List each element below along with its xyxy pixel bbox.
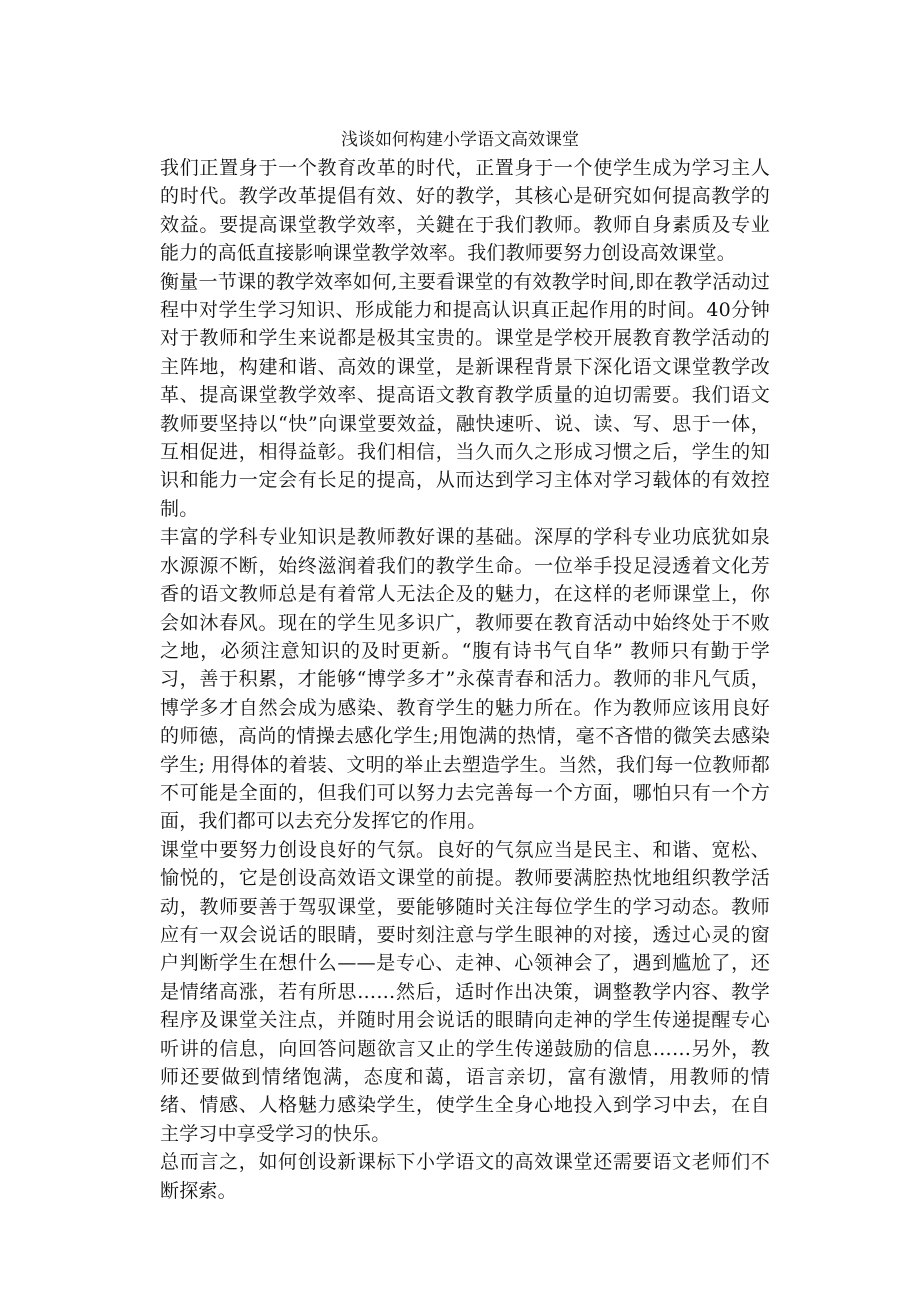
document-body (160, 126, 770, 1205)
document-title: 浅谈如何构建小学语文高效课堂 (341, 130, 579, 150)
paragraph-2: 衡量一节课的教学效率如何,主要看课堂的有效教学时间,即在教学活动过程中对学生学习知识、形成能力和提高认识真正起作用的时间。40分钟对于教师和学生来说都是极其宝贵的。课堂是学校开展教育教学活动的主阵地，构建和谐、高效的课堂，是新课程背景下深化语文课堂教学改革、提高课堂教学效率、提高语文教育教学质量的迫切需要。我们语文教师要坚持以“快”向课堂要效益，融快速听、说、读、写、思于一体，互相促进，相得益彰。我们相信，当久而久之形成习惯之后，学生的知识和能力一定会有长足的提高，从而达到学习主体对学习载体的有效控制。 (160, 270, 770, 520)
paragraph-3: 丰富的学科专业知识是教师教好课的基础。深厚的学科专业功底犹如泉水源源不断，始终滋润着我们的教学生命。一位举手投足浸透着文化芳香的语文教师总是有着常人无法企及的魅力，在这样的老师课堂上，你会如沐春风。现在的学生见多识广，教师要在教育活动中始终处于不败之地，必须注意知识的及时更新。“腹有诗书气自华” 教师只有勤于学习，善于积累，才能够“博学多才”永葆青春和活力。教师的非凡气质，博学多才自然会成为感染、教育学生的魅力所在。作为教师应该用良好的师德，高尚的情操去感化学生;用饱满的热情，毫不吝惜的微笑去感染学生; 用得体的着装、文明的举止去塑造学生。当然，我们每一位教师都不可能是全面的，但我们可以努力去完善每一个方面，哪怕只有一个方面，我们都可以去充分发挥它的作用。 (160, 526, 770, 833)
paragraph-1: 我们正置身于一个教育改革的时代，正置身于一个使学生成为学习主人的时代。教学改革提倡有效、好的教学，其核心是研究如何提高教学的效益。要提高课堂教学效率，关鍵在于我们教师。教师自身素质及专业能力的高低直接影响课堂教学效率。我们教师要努力创设高效课堂。 (160, 157, 770, 265)
paragraph-5: 总而言之，如何创设新课标下小学语文的高效课堂还需要语文老师们不断探索。 (160, 1151, 770, 1202)
paragraph-4: 课堂中要努力创设良好的气氛。良好的气氛应当是民主、和谐、宽松、愉悦的，它是创设高效语文课堂的前提。教师要满腔热忱地组织教学活动，教师要善于驾驭课堂，要能够随时关注每位学生的学习动态。教师应有一双会说话的眼睛，要时刻注意与学生眼神的对接，透过心灵的窗户判断学生在想什么——是专心、走神、心领神会了，遇到尴尬了，还是情绪高涨，若有所思……然后，适时作出决策，调整教学内容、教学程序及课堂关注点，并随时用会说话的眼睛向走神的学生传递提醒专心听讲的信息，向回答问题欲言又止的学生传递鼓励的信息……另外，教师还要做到情绪饱满，态度和蔼，语言亲切，富有激情，用教师的情绪、情感、人格魅力感染学生，使学生全身心地投入到学习中去，在自主学习中享受学习的快乐。 (160, 838, 770, 1145)
